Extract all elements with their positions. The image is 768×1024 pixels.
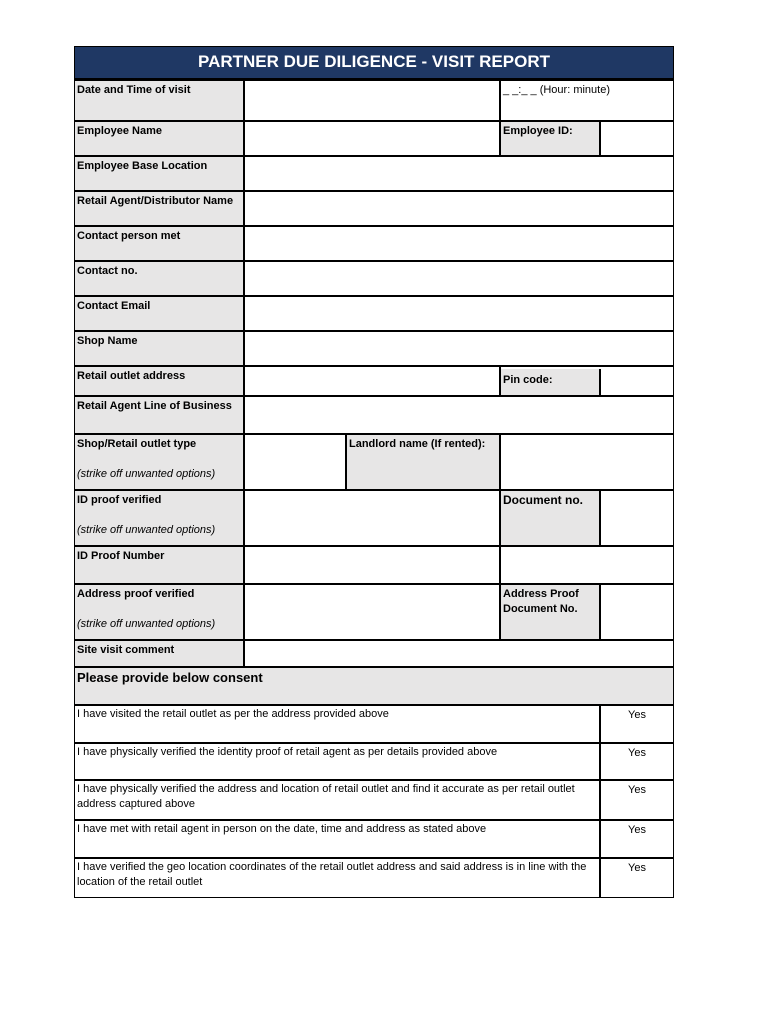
consent-item-1-text: I have visited the retail outlet as per the address provided above bbox=[77, 708, 389, 720]
landlord-input[interactable] bbox=[501, 435, 673, 490]
contact-no-input[interactable] bbox=[245, 262, 673, 296]
date-time-label: Date and Time of visit bbox=[75, 81, 245, 121]
address-proof-input[interactable] bbox=[245, 585, 501, 640]
id-proof-input[interactable] bbox=[245, 491, 501, 546]
outlet-address-input[interactable] bbox=[245, 367, 501, 397]
document-no-input[interactable] bbox=[601, 491, 673, 546]
employee-id-label: Employee ID: bbox=[501, 122, 601, 156]
address-proof-label bbox=[75, 585, 245, 640]
retail-agent-input[interactable] bbox=[245, 192, 673, 226]
consent-item-4-answer[interactable]: Yes bbox=[628, 824, 646, 836]
id-proof-number-extra[interactable] bbox=[501, 547, 673, 583]
consent-item-4-text: I have met with retail agent in person on the date, time and address as stated above bbox=[77, 823, 487, 835]
contact-person-input[interactable] bbox=[245, 227, 673, 261]
line-of-business-input[interactable] bbox=[245, 397, 673, 433]
contact-person-label: Contact person met bbox=[75, 227, 245, 261]
outlet-type-text: Shop/Retail outlet type bbox=[77, 438, 197, 450]
address-proof-note: (strike off unwanted options) bbox=[77, 618, 216, 630]
outlet-address-label: Retail outlet address bbox=[75, 367, 245, 397]
consent-item-3-text: I have physically verified the address and location of retail outlet and find it accurate as per retail outlet address captured above bbox=[77, 783, 575, 810]
line-of-business-label: Retail Agent Line of Business bbox=[75, 397, 245, 433]
site-comment-input[interactable] bbox=[245, 641, 673, 667]
pin-code-label: Pin code: bbox=[501, 369, 601, 396]
site-comment-label: Site visit comment bbox=[75, 641, 245, 667]
id-proof-text: ID proof verified bbox=[77, 494, 162, 506]
landlord-label: Landlord name (If rented): bbox=[347, 435, 501, 490]
consent-item-5-text: I have verified the geo location coordinates of the retail outlet address and said address is in line with the location of the retail outlet bbox=[77, 861, 587, 888]
outlet-type-input[interactable] bbox=[245, 435, 347, 490]
consent-item-2-text: I have physically verified the identity proof of retail agent as per details provided above bbox=[77, 746, 498, 758]
consent-item-1-answer[interactable]: Yes bbox=[628, 709, 646, 721]
address-proof-doc-input[interactable] bbox=[601, 585, 673, 640]
consent-item-2-answer[interactable]: Yes bbox=[628, 747, 646, 759]
date-time-input[interactable] bbox=[245, 81, 501, 121]
id-proof-label bbox=[75, 491, 245, 546]
outlet-type-note: (strike off unwanted options) bbox=[77, 468, 216, 480]
pin-code-input[interactable] bbox=[601, 369, 673, 396]
time-format-hint[interactable]: _ _:_ _ (Hour: minute) bbox=[503, 84, 610, 96]
shop-name-label: Shop Name bbox=[75, 332, 245, 366]
shop-name-input[interactable] bbox=[245, 332, 673, 366]
id-proof-number-input[interactable] bbox=[245, 547, 501, 583]
consent-item-5-answer[interactable]: Yes bbox=[628, 862, 646, 874]
consent-heading: Please provide below consent bbox=[75, 668, 673, 704]
contact-email-input[interactable] bbox=[245, 297, 673, 331]
employee-base-label: Employee Base Location bbox=[75, 157, 245, 191]
id-proof-note: (strike off unwanted options) bbox=[77, 524, 216, 536]
employee-name-input[interactable] bbox=[245, 122, 501, 156]
consent-item-3-answer[interactable]: Yes bbox=[628, 784, 646, 796]
employee-base-input[interactable] bbox=[245, 157, 673, 191]
id-proof-number-label: ID Proof Number bbox=[75, 547, 245, 583]
visit-report-form bbox=[74, 46, 674, 898]
employee-id-input[interactable] bbox=[601, 122, 673, 156]
outlet-type-label bbox=[75, 435, 245, 490]
address-proof-doc-label: Address Proof Document No. bbox=[501, 585, 601, 640]
address-proof-text: Address proof verified bbox=[77, 588, 195, 600]
form-title: PARTNER DUE DILIGENCE - VISIT REPORT bbox=[75, 47, 673, 81]
contact-no-label: Contact no. bbox=[75, 262, 245, 296]
retail-agent-label: Retail Agent/Distributor Name bbox=[75, 192, 245, 226]
document-no-label: Document no. bbox=[501, 491, 601, 546]
employee-name-label: Employee Name bbox=[75, 122, 245, 156]
contact-email-label: Contact Email bbox=[75, 297, 245, 331]
